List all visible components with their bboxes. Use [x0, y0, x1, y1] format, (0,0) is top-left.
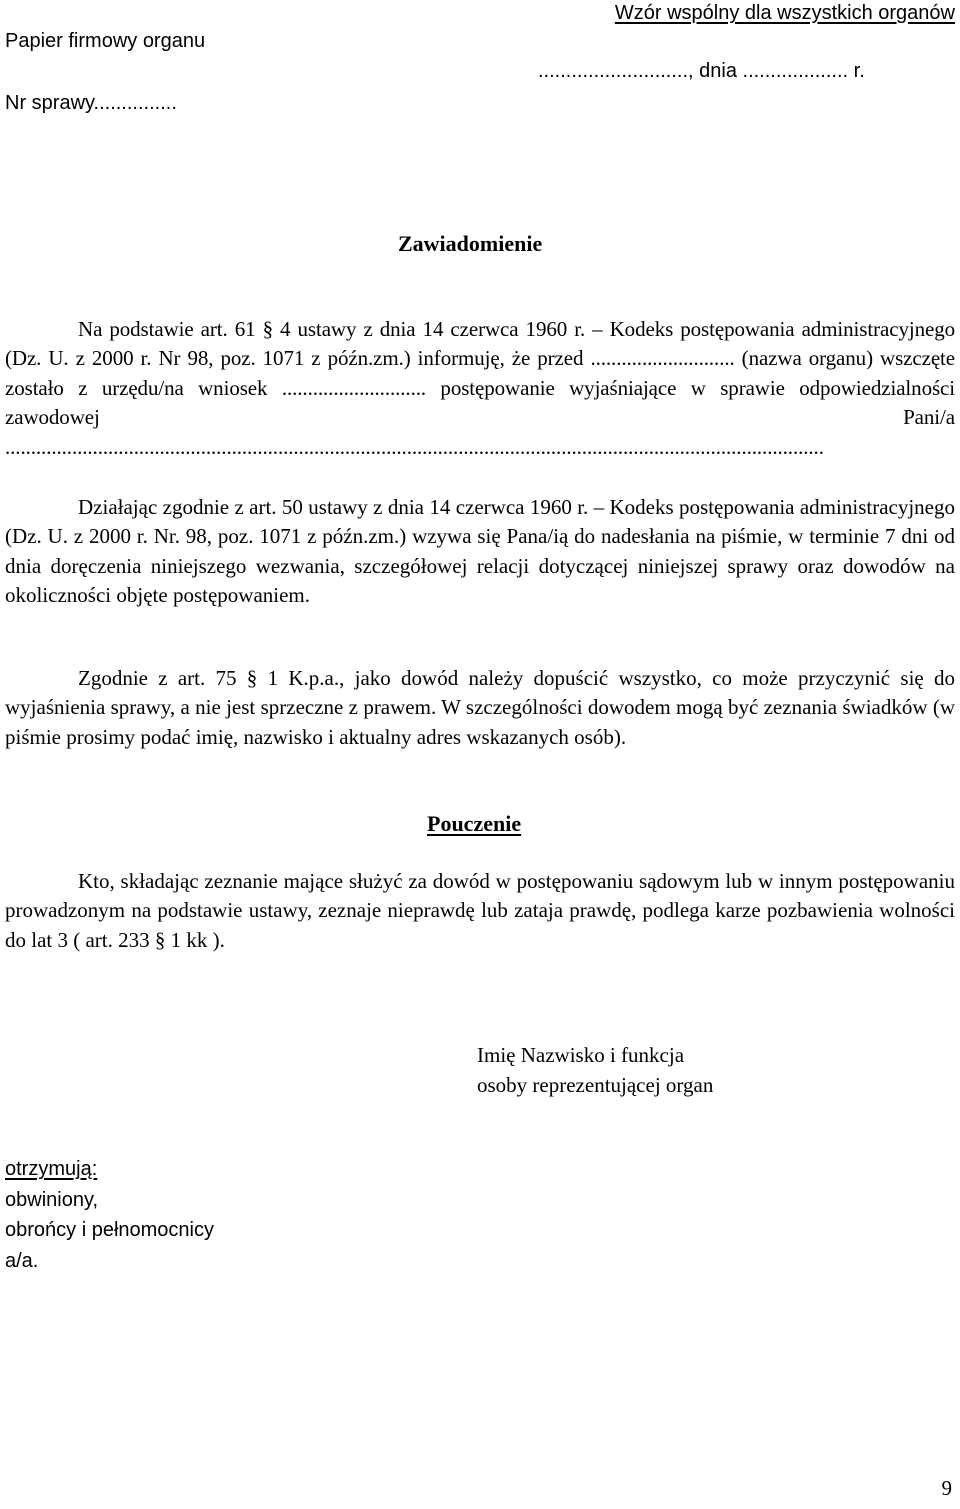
document-title: Zawiadomienie [398, 231, 543, 256]
evidence-paragraph [5, 664, 955, 752]
instruction-heading: Pouczenie [427, 811, 522, 836]
recipient-item: obwiniony, [5, 1188, 99, 1211]
signature-line-1: Imię Nazwisko i funkcja [477, 1043, 685, 1067]
recipients-block [5, 1154, 214, 1276]
page-number: 9 [941, 1476, 952, 1500]
instruction-paragraph-text: Kto, składając zeznanie mające służyć za dowód w postępowaniu sądowym lub w innym postępowaniu prowadzonym na podstawie ustawy, zeznaje nieprawdę lub zataja prawdę, podlega karze pozbawienia wolności do lat 3 ( art. 233 § 1 kk ). [5, 869, 955, 952]
case-number-field: Nr sprawy............... [5, 92, 177, 114]
recipient-item: obrońcy i pełnomocnicy [5, 1219, 214, 1242]
notice-paragraph-text: Na podstawie art. 61 § 4 ustawy z dnia 14 czerwca 1960 r. – Kodeks postępowania administracyjnego (Dz. U. z 2000 r. Nr 98, poz. 1071 z późn.zm.) informuję, że przed ............................ (nazwa organu) wszczęte zostało z urzędu/na wniosek ............................ postępowanie wyjaśniające w sprawie odpowiedzialności zawodowej Pani/a ............................................................................................................................................................... [5, 317, 955, 459]
summons-paragraph-text: Działając zgodnie z art. 50 ustawy z dnia 14 czerwca 1960 r. – Kodeks postępowania administracyjnego (Dz. U. z 2000 r. Nr. 98, poz. 1071 z późn.zm.) wzywa się Pana/ią do nadesłania na piśmie, w terminie 7 dni od dnia doręczenia niniejszego wezwania, szczegółowej relacji dotyczącej niniejszej sprawy oraz dowodów na okoliczności objęte postępowaniem. [5, 495, 955, 608]
signature-block [477, 1040, 713, 1100]
place-date-field: ..........................., dnia ................... r. [538, 60, 865, 82]
instruction-paragraph [5, 867, 955, 955]
letterhead-label: Papier firmowy organu [5, 30, 206, 52]
recipient-item: a/a. [5, 1249, 39, 1272]
template-note: Wzór wspólny dla wszystkich organów [614, 2, 955, 24]
recipients-label: otrzymują: [5, 1158, 98, 1180]
signature-line-2: osoby reprezentującej organ [477, 1073, 714, 1097]
evidence-paragraph-text: Zgodnie z art. 75 § 1 K.p.a., jako dowód należy dopuścić wszystko, co może przyczynić się do wyjaśnienia sprawy, a nie jest sprzeczne z prawem. W szczególności dowodem mogą być zeznania świadków (w piśmie prosimy podać imię, nazwisko i aktualny adres wskazanych osób). [5, 666, 955, 749]
summons-paragraph [5, 493, 955, 611]
notice-paragraph [5, 315, 955, 462]
